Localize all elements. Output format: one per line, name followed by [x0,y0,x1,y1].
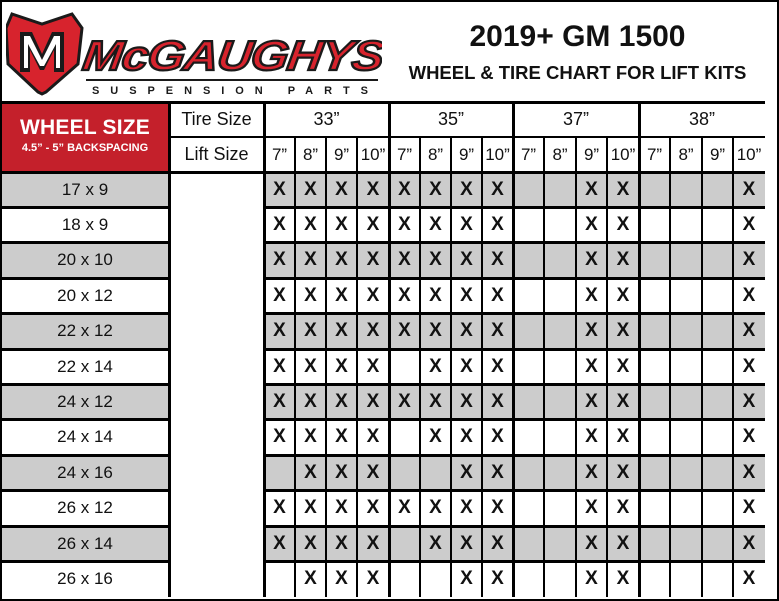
grid-line [264,418,765,421]
fit-mark: X [460,214,473,236]
tire-size-0: 33” [313,109,340,129]
lift-size-2: 9” [333,144,350,164]
fit-mark: X [616,320,630,342]
fit-mark: X [616,284,630,306]
fit-mark: X [585,391,598,413]
fit-mark: X [616,426,630,448]
fit-mark: X [429,320,442,342]
fit-mark: X [616,391,630,413]
fit-mark: X [429,214,442,236]
fit-mark: X [398,214,411,236]
fit-mark: X [366,320,380,342]
grid-line [2,171,765,174]
fit-mark: X [491,532,504,554]
grid-line [168,102,171,597]
fit-mark: X [429,532,442,554]
fit-mark: X [491,214,504,236]
grid-line [264,348,765,351]
wheel-size-label: 26 x 12 [57,498,113,518]
fit-mark: X [273,284,286,306]
grid-line [2,418,168,421]
fit-mark: X [460,532,473,554]
tire-size-2: 37” [562,109,589,129]
fit-mark: X [742,426,756,448]
fit-mark: X [460,284,473,306]
fit-mark: X [491,284,504,306]
fit-mark: X [335,426,348,448]
fit-mark: X [585,497,598,519]
wheel-size-label: 17 x 9 [61,179,109,199]
fit-mark: X [460,178,473,200]
grid-line [2,560,168,563]
lift-size-label: Lift Size [184,144,249,164]
fit-mark: X [742,320,756,342]
fit-mark: X [742,214,756,236]
lift-size-0: 7” [271,144,288,164]
fit-mark: X [429,284,442,306]
fit-mark: X [398,178,411,200]
fit-mark: X [273,249,286,271]
fit-mark: X [585,214,598,236]
fit-mark: X [304,461,317,483]
backspacing-note: 4.5” - 5” BACKSPACING [21,142,149,154]
grid-line [2,454,168,457]
fit-mark: X [491,391,504,413]
wheel-size-header [2,102,168,172]
grid-line [481,137,483,597]
grid-line [606,137,608,597]
fit-mark: X [273,497,286,519]
fit-mark: X [616,214,630,236]
grid-line [294,137,296,597]
fit-mark: X [585,178,598,200]
fit-mark: X [742,461,756,483]
fit-mark: X [616,249,630,271]
fit-mark: X [335,284,348,306]
wheel-size-label: 18 x 9 [61,215,109,235]
lift-size-6: 9” [458,144,475,164]
grid-line [264,454,765,457]
fit-mark: X [366,426,380,448]
fit-mark: X [491,568,504,590]
fit-mark: X [460,426,473,448]
lift-size-10: 9” [583,144,600,164]
logo-tagline: SUSPENSION PARTS [92,85,368,97]
fit-mark: X [429,391,442,413]
fit-mark: X [273,214,286,236]
fit-mark: X [366,249,380,271]
fit-mark: X [429,249,442,271]
lift-size-1: 8” [302,144,319,164]
wheel-size-label: 24 x 14 [57,427,113,447]
fit-mark: X [742,532,756,554]
fit-mark: X [460,391,473,413]
fit-mark: X [616,497,630,519]
grid-line [732,137,734,597]
fit-mark: X [398,497,411,519]
chart-subtitle: WHEEL & TIRE CHART FOR LIFT KITS [408,62,747,83]
grid-line [419,137,421,597]
grid-line [2,206,168,209]
fit-mark: X [366,532,380,554]
grid-line [450,137,452,597]
fit-mark: X [335,214,348,236]
lift-size-9: 8” [552,144,568,164]
lift-size-11: 10” [610,144,636,164]
lift-size-14: 9” [709,144,726,164]
fit-mark: X [273,320,286,342]
fit-mark: X [366,391,380,413]
lift-size-3: 10” [360,144,386,164]
grid-line [264,560,765,563]
fit-mark: X [616,355,630,377]
fit-mark: X [335,355,348,377]
grid-line [2,383,168,386]
fit-mark: X [585,461,598,483]
fit-mark: X [304,320,317,342]
fit-mark: X [273,532,286,554]
lift-size-13: 8” [678,144,694,164]
fit-mark: X [585,426,598,448]
fit-mark: X [460,568,473,590]
grid-line [263,102,266,597]
fit-mark: X [366,568,380,590]
fit-mark: X [491,497,504,519]
fit-mark: X [335,320,348,342]
fit-mark: X [742,178,756,200]
fit-mark: X [398,320,411,342]
fit-mark: X [460,461,473,483]
grid-line [638,102,641,597]
lift-size-7: 10” [485,144,510,164]
chart-title: 2019+ GM 1500 [469,20,686,53]
fit-mark: X [460,320,473,342]
lift-size-4: 7” [396,144,413,164]
fit-mark: X [585,249,598,271]
fit-mark: X [585,284,598,306]
fit-mark: X [491,178,504,200]
fit-mark: X [366,178,380,200]
grid-line [2,348,168,351]
fit-mark: X [273,391,286,413]
fit-mark: X [304,249,317,271]
fit-mark: X [585,355,598,377]
fit-mark: X [304,284,317,306]
fit-mark: X [429,178,442,200]
tire-size-3: 38” [688,109,715,129]
fit-mark: X [398,391,411,413]
grid-line [264,489,765,492]
fit-mark: X [304,178,317,200]
wheel-size-label: 24 x 16 [57,462,113,482]
grid-line [264,383,765,386]
grid-line [170,136,765,138]
fit-mark: X [335,391,348,413]
fit-mark: X [460,249,473,271]
grid-line [575,137,577,597]
lift-size-8: 7” [520,144,537,164]
grid-line [2,241,168,244]
fit-mark: X [460,355,473,377]
fit-mark: X [335,178,348,200]
fit-mark: X [742,284,756,306]
grid-line [512,102,515,597]
fit-mark: X [304,214,317,236]
fit-mark: X [335,497,348,519]
grid-line [2,277,168,280]
fit-mark: X [335,249,348,271]
wheel-size-label: 26 x 14 [57,533,113,553]
wheel-size-label: 26 x 16 [57,569,113,589]
grid-line [264,241,765,244]
lift-size-15: 10” [736,144,762,164]
fit-mark: X [366,214,380,236]
fit-mark: X [335,568,348,590]
fit-mark: X [398,284,411,306]
grid-line [669,137,671,597]
fit-mark: X [335,532,348,554]
grid-line [2,312,168,315]
fit-mark: X [304,391,317,413]
fit-mark: X [585,568,598,590]
fit-mark: X [304,355,317,377]
tire-size-label: Tire Size [181,109,252,129]
fit-mark: X [616,532,630,554]
fit-mark: X [491,426,504,448]
tire-size-1: 35” [437,109,464,129]
grid-line [388,102,391,597]
fit-mark: X [585,532,598,554]
fit-mark: X [398,249,411,271]
lift-size-5: 8” [427,144,444,164]
fit-mark: X [366,497,380,519]
grid-line [264,312,765,315]
grid-line [2,525,168,528]
fit-mark: X [273,355,286,377]
header [2,2,777,102]
grid-line [2,101,765,104]
wheel-size-label: 20 x 12 [57,285,113,305]
wheel-size-label: 22 x 14 [57,356,113,376]
shield-emblem-icon [6,14,82,94]
fit-mark: X [366,461,380,483]
fit-mark: X [429,497,442,519]
fit-mark: X [585,320,598,342]
fit-mark: X [742,568,756,590]
fit-mark: X [491,461,504,483]
wheel-size-label: 22 x 12 [57,321,113,341]
fit-mark: X [616,178,630,200]
fit-mark: X [491,320,504,342]
grid-line [543,137,545,597]
fit-mark: X [304,497,317,519]
lift-size-12: 7” [646,144,663,164]
logo-wordmark: McGAUGHYS [80,32,349,79]
fit-mark: X [742,249,756,271]
fit-mark: X [460,497,473,519]
fit-mark: X [335,461,348,483]
fit-mark: X [742,355,756,377]
wheel-size-title: WHEEL SIZE [20,116,150,139]
grid-line [264,206,765,209]
fit-mark: X [491,249,504,271]
mcgaughys-logo [6,8,382,98]
wheel-size-label: 20 x 10 [57,250,113,270]
fit-mark: X [616,568,630,590]
grid-line [325,137,327,597]
grid-line [356,137,358,597]
fit-mark: X [273,426,286,448]
fit-mark: X [429,355,442,377]
fit-mark: X [366,355,380,377]
fit-mark: X [742,497,756,519]
wheel-size-label: 24 x 12 [57,392,113,412]
fit-mark: X [304,426,317,448]
grid-line [264,525,765,528]
fit-mark: X [304,532,317,554]
fit-mark: X [273,178,286,200]
grid-line [264,277,765,280]
fit-mark: X [304,568,317,590]
fit-mark: X [429,426,442,448]
fit-mark: X [616,461,630,483]
fit-mark: X [742,391,756,413]
grid-line [2,489,168,492]
fit-mark: X [366,284,380,306]
fit-mark: X [491,355,504,377]
grid-line [701,137,703,597]
